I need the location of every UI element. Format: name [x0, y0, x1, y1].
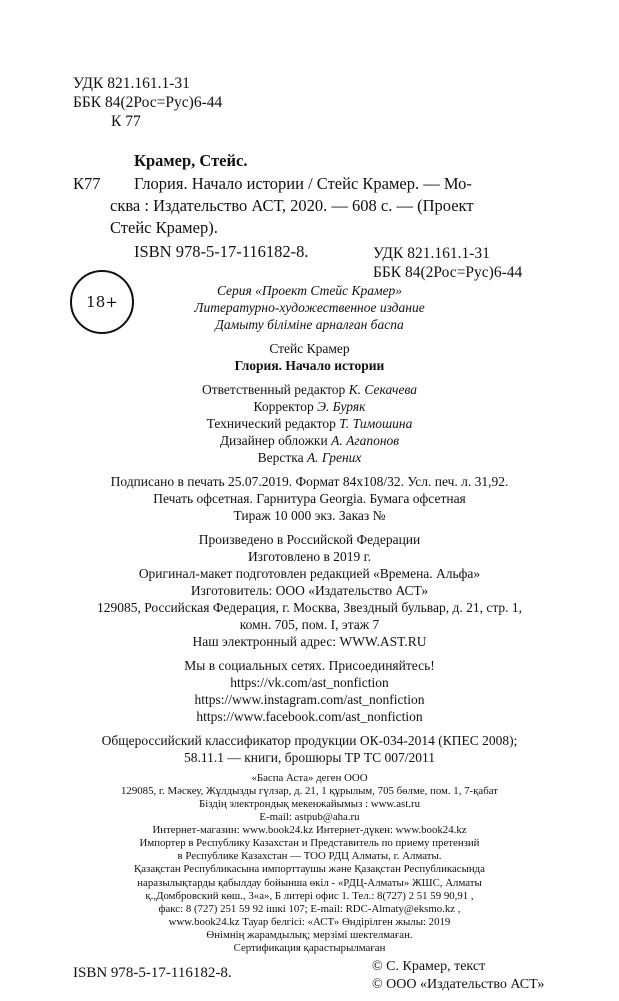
staff-role: Дизайнер обложки	[219, 433, 328, 448]
kazakh-line: Біздің электрондық мекенжайымыз : www.ast.ru	[199, 798, 420, 811]
kazakh-line: 129085, г. Мәскеу, Жұлдызды гүлзар, д. 21, 1 құрылым, 705 бөлме, пом. 1, 7-қабат	[121, 785, 498, 798]
production-line: 129085, Российская Федерация, г. Москва, Звездный бульвар, д. 21, стр. 1,	[96, 600, 523, 615]
kazakh-line: Сертификация қарастырылмаған	[233, 941, 386, 954]
catalog-bbk: ББК 84(2Рос=Рус)6-44	[373, 264, 523, 281]
kazakh-line: в Республике Казахстан — ТОО РДЦ Алматы, г. Алматы.	[177, 850, 442, 863]
footer-isbn: ISBN 978-5-17-116182-8.	[73, 965, 232, 981]
social-link-vk[interactable]: https://vk.com/ast_nonfiction	[230, 675, 389, 690]
staff-name: Т. Тимошина	[339, 416, 413, 431]
production-line: комн. 705, пом. I, этаж 7	[239, 617, 380, 632]
production-line: Изготовитель: ООО «Издательство АСТ»	[190, 583, 429, 598]
staff-name: А. Грених	[306, 450, 362, 465]
staff-role: Ответственный редактор	[201, 382, 346, 397]
print-info-line: Тираж 10 000 экз. Заказ №	[233, 508, 386, 523]
series-line: Серия «Проект Стейс Крамер»	[216, 283, 403, 298]
kazakh-line: E-mail: astpub@aha.ru	[259, 811, 360, 824]
kazakh-line: факс: 8 (727) 251 59 92 ішкі 107; E-mail: RDC-Almaty@eksmo.kz ,	[158, 902, 461, 915]
catalog-line-2: сква : Издательство АСТ, 2020. — 608 с. — (Проект	[110, 196, 474, 215]
social-heading: Мы в социальных сетях. Присоединяйтесь!	[184, 658, 435, 673]
staff-role: Корректор	[253, 399, 314, 414]
classifier-line: 58.11.1 — книги, брошюры ТР ТС 007/2011	[183, 750, 436, 765]
staff-role: Технический редактор	[206, 416, 336, 431]
kazakh-line: Импортер в Республику Казахстан и Представитель по приему претензий	[139, 837, 480, 850]
social-link-facebook[interactable]: https://www.facebook.com/ast_nonfiction	[196, 709, 423, 724]
kazakh-genre-line: Дамыту біліміне арналған баспа	[215, 317, 404, 332]
genre-line: Литературно-художественное издание	[194, 300, 425, 315]
book-title: Глория. Начало истории	[234, 358, 385, 373]
staff-editor	[0, 381, 619, 398]
staff-cover-designer	[0, 432, 619, 449]
staff-name: А. Агапонов	[331, 433, 400, 448]
catalog-author: Крамер, Стейс.	[134, 151, 248, 170]
kazakh-line: www.book24.kz Тауар белгісі: «АСТ» Өндірілген жылы: 2019	[168, 915, 451, 928]
print-info-line: Подписано в печать 25.07.2019. Формат 84x108/32. Усл. печ. л. 31,92.	[110, 474, 509, 489]
social-link-instagram[interactable]: https://www.instagram.com/ast_nonfiction	[194, 692, 425, 707]
staff-role: Верстка	[257, 450, 304, 465]
kazakh-line: қ.,Домбровский көш., 3«а», Б литері офис 1. Тел.: 8(727) 2 51 59 90,91 ,	[145, 889, 474, 902]
kazakh-line: наразылықтарды қабылдау бойынша өкіл - «РДЦ-Алматы» ЖШС, Алматы	[137, 876, 482, 889]
staff-name: К. Секачева	[348, 382, 417, 397]
staff-name: Э. Буряк	[317, 399, 366, 414]
catalog-udk: УДК 821.161.1-31	[373, 245, 490, 262]
kazakh-line: «Баспа Аста» деген ООО	[251, 772, 368, 784]
catalog-code: К77	[73, 174, 101, 193]
print-info-line: Печать офсетная. Гарнитура Georgia. Бумага офсетная	[153, 491, 466, 506]
udk-code: УДК 821.161.1-31	[73, 75, 190, 92]
staff-proofreader	[0, 398, 619, 415]
production-line: Оригинал-макет подготовлен редакцией «Времена. Альфа»	[138, 566, 481, 581]
catalog-isbn: ISBN 978-5-17-116182-8.	[134, 242, 309, 261]
catalog-line-1: Глория. Начало истории / Стейс Крамер. — Мо-	[134, 174, 472, 193]
bbk-code: ББК 84(2Рос=Рус)6-44	[73, 94, 223, 111]
production-line: Изготовлено в 2019 г.	[247, 549, 372, 564]
kazakh-block	[0, 772, 619, 955]
book-author: Стейс Крамер	[269, 341, 350, 356]
production-line: Произведено в Российской Федерации	[198, 532, 421, 547]
staff-layout	[0, 449, 619, 466]
author-mark: К 77	[111, 113, 141, 130]
copyright-author: © С. Крамер, текст	[372, 959, 486, 974]
production-line: Наш электронный адрес: WWW.AST.RU	[192, 634, 427, 649]
staff-tech-editor	[0, 415, 619, 432]
catalog-line-3: Стейс Крамер).	[110, 218, 218, 237]
kazakh-line: Интернет-магазин: www.book24.kz Интернет-дүкен: www.book24.kz	[152, 824, 467, 837]
classifier-line: Общероссийский классификатор продукции ОК-034-2014 (КПЕС 2008);	[101, 733, 518, 748]
age-rating-badge: 18+	[70, 270, 134, 334]
kazakh-line: Өнімнің жарамдылық; мерзімі шектелмаған.	[206, 928, 413, 941]
kazakh-line: Қазақстан Республикасына импорттаушы және Қазақстан Республикасында	[134, 863, 485, 876]
copyright-publisher: © ООО «Издательство АСТ»	[372, 977, 545, 992]
